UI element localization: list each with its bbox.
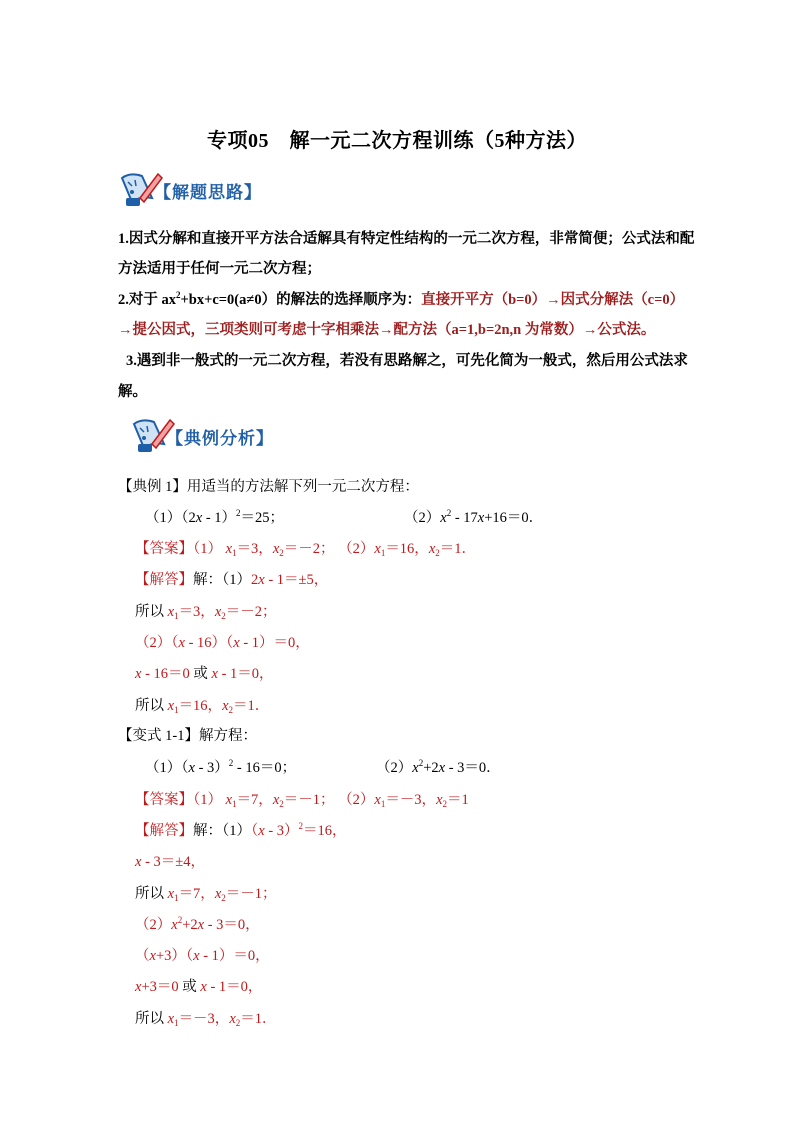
example1-q1: （1）（2x - 1）$^2$＝25； xyxy=(145,508,285,526)
thinking-p1-line1: 1.因式分解和直接开平方法合适解具有特定性结构的一元二次方程，非常简便；公式法和配 xyxy=(118,231,695,247)
example1-solution-line4: x - 16＝0 或 x - 1＝0， xyxy=(135,666,274,682)
variant1-q2: $(2)x^2+2x - 3=0$． xyxy=(376,758,501,776)
thinking-badge xyxy=(118,168,278,220)
variant1-solution-line4: $(2)x^2+2x - 3=0$， xyxy=(135,915,260,933)
page-title: 专项05 解一元二次方程训练（5种方法） xyxy=(207,130,587,152)
variant1-heading: 【变式 1-1】解方程： xyxy=(118,728,257,744)
variant1-solution-line3: 所以 $x_1=7$，$x_2=-1$； xyxy=(135,886,277,903)
variant1-solution-line5: （x+3）（x - 1）＝0， xyxy=(135,948,270,964)
variant1-q1: （1）（x - 3）$^2$ - 16＝0； xyxy=(145,758,297,776)
variant1-solution-line2: x - 3＝±4， xyxy=(135,854,205,870)
example1-answer: 【答案】（1） $x_1=3$，$x_2=-2$； $(2)x_1=16$，$x_2=1$． xyxy=(135,541,476,558)
examples-badge xyxy=(130,414,290,466)
example1-solution-line3: （2）（x - 16）（x - 1）＝0， xyxy=(135,635,310,651)
example1-heading: 【典例 1】用适当的方法解下列一元二次方程： xyxy=(118,479,419,495)
variant1-solution-line7: 所以 $x_1=-3$，$x_2=1$． xyxy=(135,1011,277,1028)
thinking-p2-line2: →提公因式，三项类则可考虑十字相乘法→配方法（a=1,b=2n,n 为常数）→公式法。 xyxy=(118,322,656,338)
examples-badge-label: 【典例分析】 xyxy=(166,429,274,448)
example1-solution-line5: 所以 $x_1=16$，$x_2=1$． xyxy=(135,698,270,715)
p2-order-part1: 直接开平方（b=0）→因式分解法（c=0） xyxy=(421,292,685,308)
thinking-badge-label: 【解题思路】 xyxy=(154,183,262,202)
example1-q2: $(2)x^2 - 17x+16=0$． xyxy=(404,508,544,526)
p2-mid: +bx+c=0(a≠0）的解法的选择顺序为： xyxy=(180,292,422,308)
variant1-answer: 【答案】（1） $x_1=7$，$x_2=-1$； $(2)x_1=-3$，$x_2=1$ xyxy=(135,792,469,809)
example1-solution-line2: 所以 $x_1=3$，$x_2=-2$； xyxy=(135,604,277,621)
variant1-solution-line1: 【解答】解：（1）（x - 3）$^2$＝16， xyxy=(135,821,347,839)
thinking-p2-line1: 2.对于 $ax^2+bx+c=0(a\ne 0)$的解法的选择顺序为：直接开平方（b=0）→因式分解法（c=0） xyxy=(118,290,685,308)
thinking-p3-line2: 解。 xyxy=(118,384,147,400)
p2-prefix: 2.对于 ax xyxy=(118,292,176,308)
thinking-p1-line2: 方法适用于任何一元二次方程； xyxy=(118,261,321,277)
thinking-p3-line1: 3.遇到非一般式的一元二次方程，若没有思路解之，可先化简为一般式，然后用公式法求 xyxy=(126,353,688,369)
example1-solution-line1: 【解答】解：（1）2x - 1＝±5， xyxy=(135,572,329,588)
variant1-solution-line6: x+3＝0 或 x - 1＝0， xyxy=(135,979,263,995)
